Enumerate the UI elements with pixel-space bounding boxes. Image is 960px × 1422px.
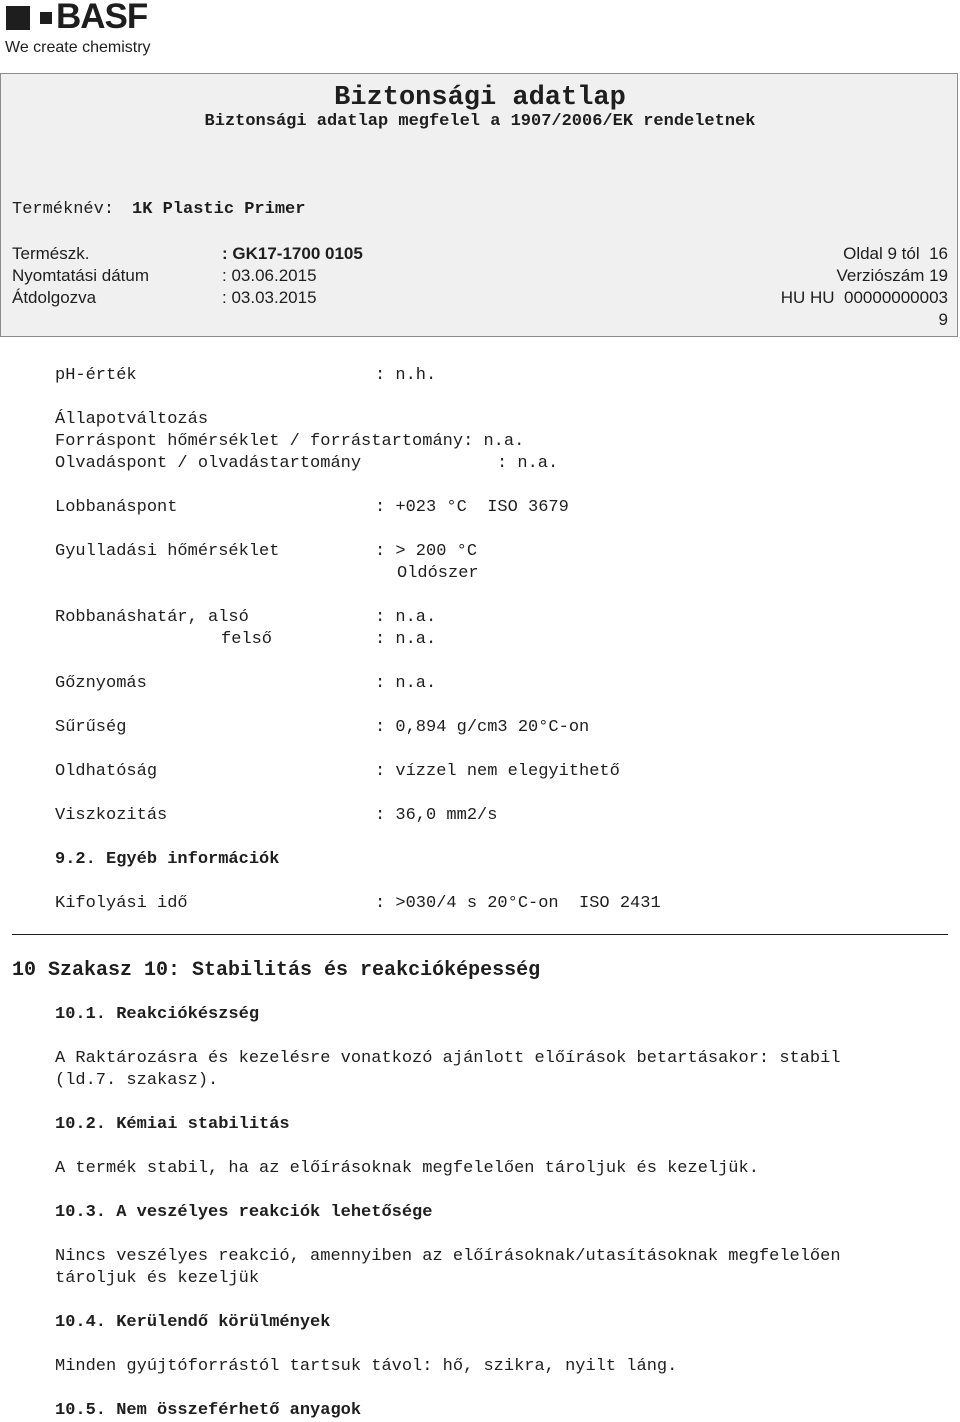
flow-time-value: : >030/4 s 20°C-on ISO 2431	[375, 894, 661, 913]
product-no-label: Természk.	[12, 244, 90, 263]
flash-point-value: : +023 °C ISO 3679	[375, 498, 569, 517]
version-number: Verziószám 19	[836, 266, 948, 285]
revised-label: Átdolgozva	[12, 288, 97, 307]
section-divider	[12, 934, 948, 935]
density-value: : 0,894 g/cm3 20°C-on	[375, 718, 590, 737]
ignition-temp-label: Gyulladási hőmérséklet	[55, 542, 280, 561]
subsection-10-4-heading: 10.4. Kerülendő körülmények	[55, 1313, 331, 1332]
subsection-10-4-text: Minden gyújtóforrástól tartsuk távol: hő, szikra, nyilt láng.	[55, 1357, 678, 1376]
solubility-label: Oldhatóság	[55, 762, 158, 781]
explosion-upper-label: felső	[221, 630, 273, 649]
viscosity-label: Viszkozitás	[55, 806, 168, 825]
document-title: Biztonsági adatlap	[334, 83, 626, 113]
vapor-pressure-value: : n.a.	[375, 674, 437, 693]
ignition-temp-note: Oldószer	[397, 564, 479, 583]
other-info-heading: 9.2. Egyéb információk	[55, 850, 280, 869]
document-subtitle: Biztonsági adatlap megfelel a 1907/2006/EK rendeletnek	[204, 112, 756, 131]
viscosity-value: : 36,0 mm2/s	[375, 806, 498, 825]
flash-point-label: Lobbanáspont	[55, 498, 178, 517]
document-code-suffix: 9	[938, 310, 948, 329]
ph-value: : n.h.	[375, 366, 437, 385]
flow-time-label: Kifolyási idő	[55, 894, 188, 913]
boiling-point-line: Forráspont hőmérséklet / forrástartomány: n.a.	[55, 432, 525, 451]
subsection-10-3-text-line1: Nincs veszélyes reakció, amennyiben az előírásoknak/utasításoknak megfelelően	[55, 1247, 841, 1266]
state-change-label: Állapotváltozás	[55, 410, 209, 429]
subsection-10-2-heading: 10.2. Kémiai stabilitás	[55, 1115, 290, 1134]
explosion-lower-value: : n.a.	[375, 608, 437, 627]
logo-tagline: We create chemistry	[5, 39, 151, 56]
logo-minus-mark	[40, 12, 52, 24]
subsection-10-5-heading: 10.5. Nem összeférhető anyagok	[55, 1401, 362, 1420]
ignition-temp-value: : > 200 °C	[375, 542, 478, 561]
subsection-10-1-heading: 10.1. Reakciókészség	[55, 1005, 260, 1024]
solubility-value: : vízzel nem elegyithető	[375, 762, 620, 781]
page-number: Oldal 9 tól 16	[843, 244, 948, 263]
section-10-heading: 10 Szakasz 10: Stabilitás és reakcióképesség	[12, 959, 541, 982]
subsection-10-2-text: A termék stabil, ha az előírásoknak megfelelően tároljuk és kezeljük.	[55, 1159, 759, 1178]
product-no: : GK17-1700 0105	[222, 244, 363, 263]
melting-point-label: Olvadáspont / olvadástartomány	[55, 454, 362, 473]
product-name: 1K Plastic Primer	[132, 200, 306, 219]
revised-date: : 03.03.2015	[222, 288, 317, 307]
explosion-limit-label: Robbanáshatár, alsó	[55, 608, 249, 627]
subsection-10-3-heading: 10.3. A veszélyes reakciók lehetősége	[55, 1203, 433, 1222]
print-date: : 03.06.2015	[222, 266, 317, 285]
vapor-pressure-label: Gőznyomás	[55, 674, 147, 693]
density-label: Sűrűség	[55, 718, 127, 737]
logo-square-mark	[6, 6, 30, 30]
subsection-10-1-text-line2: (ld.7. szakasz).	[55, 1071, 219, 1090]
subsection-10-3-text-line2: tároljuk és kezeljük	[55, 1269, 260, 1288]
print-date-label: Nyomtatási dátum	[12, 266, 149, 285]
ph-label: pH-érték	[55, 366, 137, 385]
subsection-10-1-text-line1: A Raktározásra és kezelésre vonatkozó ajánlott előírások betartásakor: stabil	[55, 1049, 841, 1068]
logo-wordmark: BASF	[56, 0, 148, 36]
product-name-label: Terméknév:	[12, 200, 115, 219]
document-code: HU HU 00000000003	[780, 288, 948, 307]
melting-point-value: : n.a.	[497, 454, 559, 473]
explosion-upper-value: : n.a.	[375, 630, 437, 649]
